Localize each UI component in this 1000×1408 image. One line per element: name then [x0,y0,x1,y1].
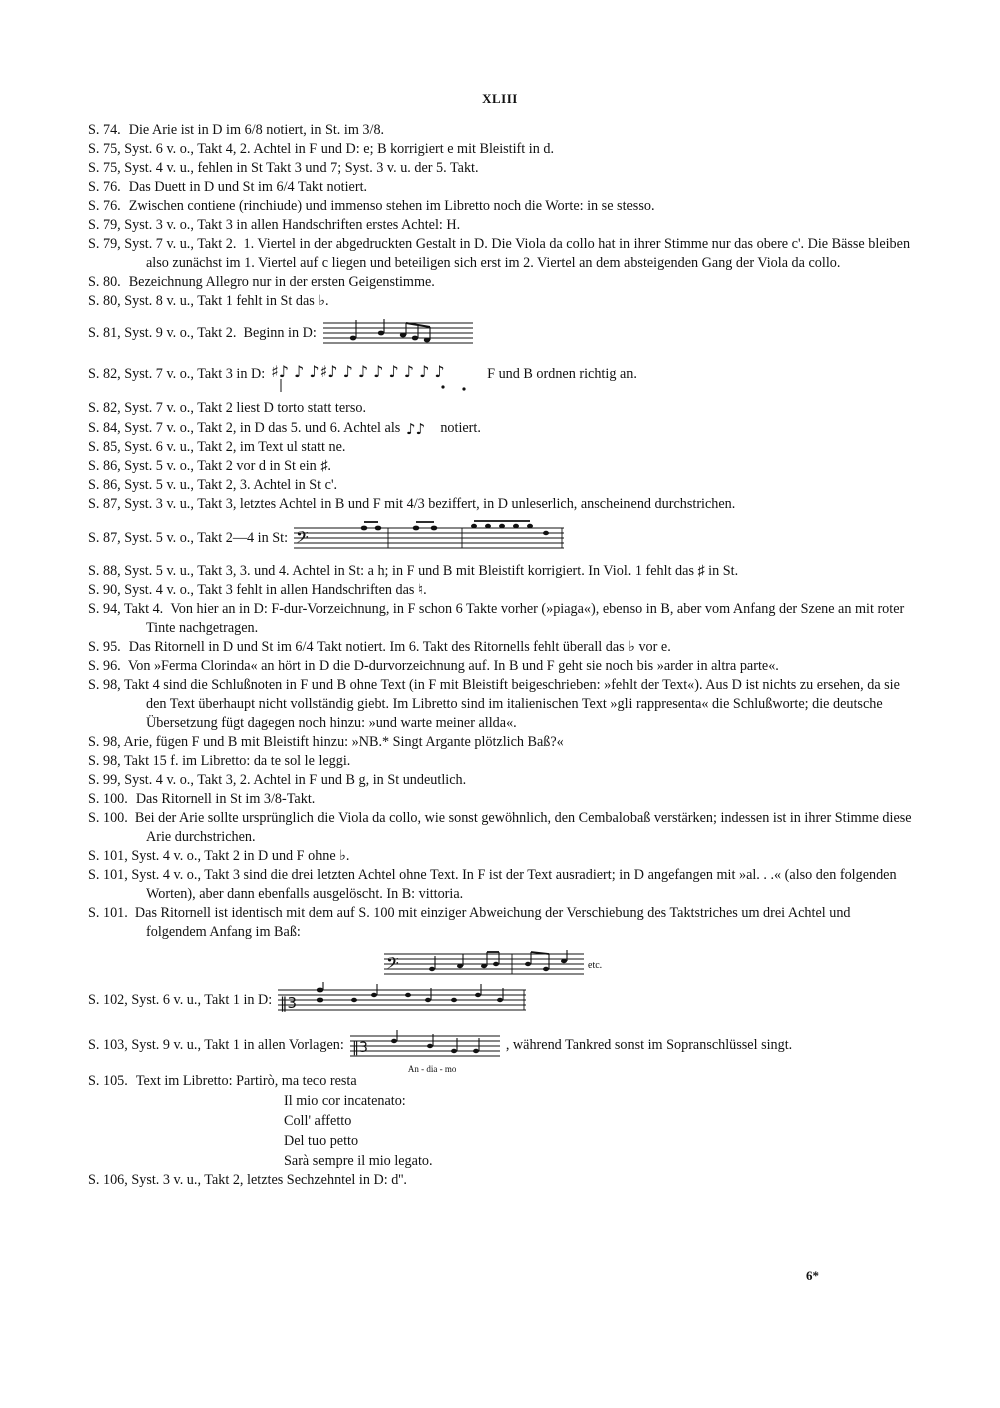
note-ref: S. 80. [88,274,121,290]
note-text: S. 79, Syst. 3 v. o., Takt 3 in allen Handschriften erstes Achtel: H. [88,217,461,233]
svg-text:♯♪ ♪ ♪♯♪ ♪ ♪ ♪ ♪ ♪ ♪ ♪: ♯♪ ♪ ♪♯♪ ♪ ♪ ♪ ♪ ♪ ♪ ♪ [271,362,445,381]
note-ref: S. 84, Syst. 7 v. o., Takt 2, in D das 5. und 6. Achtel als [88,419,401,436]
note-text: Die Arie ist in D im 6/8 notiert, in St. im 3/8. [128,122,385,138]
note-entry [88,809,912,847]
bass-staff-notation [384,948,584,982]
libretto-verse [284,1091,912,1171]
note-entry [88,140,912,159]
note-ref: S. 96. [88,658,121,674]
note-ref: S. 76. [88,198,121,214]
note-entry [88,178,912,197]
svg-text:♪♪: ♪♪ [406,420,426,438]
note-ref: S. 95. [88,639,121,655]
note-entry [88,790,912,809]
note-ref: S. 103, Syst. 9 v. u., Takt 1 in allen Vorlagen: [88,1036,344,1053]
note-entry [88,457,912,476]
note-ref: S. 79, Syst. 7 v. u., Takt 2. [88,236,237,252]
note-entry [88,438,912,457]
note-entry [88,638,912,657]
note-entry [88,292,912,311]
note-entry [88,733,912,752]
note-entry [88,904,912,942]
note-entry [88,235,912,273]
note-text: S. 99, Syst. 4 v. o., Takt 3, 2. Achtel in F und B g, in St undeutlich. [88,772,467,788]
note-text: Bei der Arie sollte ursprünglich die Viola da collo, wie sonst gewöhnlich, den Cembalobaß verstärken; indessen ist in ihrer Stimme diese Arie durchstrichen. [134,810,912,845]
svg-text:𝄢: 𝄢 [386,953,399,977]
note-ref: S. 98, Takt 4 [88,677,160,693]
note-text: , während Tankred sonst im Sopranschlüssel singt. [505,1036,793,1053]
music-example-102 [278,982,526,1018]
note-entry [88,121,912,140]
note-entry [88,476,912,495]
libretto-line: Il mio cor incatenato: [284,1093,406,1109]
note-entry [88,676,912,733]
music-lyrics: An - dia - mo [407,1064,457,1074]
note-text: sind die drei letzten Achtel ohne Text. In F ist der Text ausradiert; in D angefangen mit »al. . .« (also den folgenden Worten), aber dann ebenfalls ausgelöscht. In B: vittoria. [146,867,897,902]
note-entry [88,657,912,676]
note-ref: S. 94, Takt 4. [88,601,164,617]
note-text: S. 75, Syst. 4 v. u., fehlen in St Takt 3 und 7; Syst. 3 v. u. der 5. Takt. [88,160,479,176]
libretto-line: Sarà sempre il mio legato. [284,1153,433,1169]
note-ref: S. 81, Syst. 9 v. o., Takt 2. [88,324,237,341]
music-example-87 [294,520,564,556]
staff-notation [350,1030,500,1060]
note-entry [88,197,912,216]
note-ref: S. 102, Syst. 6 v. u., Takt 1 in D: [88,991,273,1008]
note-text: F und B ordnen richtig an. [487,365,637,382]
note-ref: S. 82, Syst. 7 v. o., Takt 3 in D: [88,365,266,382]
note-ref: S. 101, Syst. 4 v. o., Takt 3 [88,867,240,883]
note-text: Bezeichnung Allegro nur in der ersten Geigenstimme. [128,274,435,290]
note-ref: S. 100. [88,810,128,826]
note-text: Von »Ferma Clorinda« an hört in D die D-durvorzeichnung auf. In B und F geht sie noch bis »arder in altra parte«. [127,658,779,674]
svg-text:‖3: ‖3 [351,1040,368,1056]
note-entry [88,600,912,638]
note-text: S. 75, Syst. 6 v. o., Takt 4, 2. Achtel in F und D: e; B korrigiert e mit Bleistift in d. [88,141,554,157]
note-text: Beginn in D: [243,324,317,341]
note-entry [88,355,912,393]
music-example-103 [350,1030,500,1074]
note-entry [88,1030,912,1074]
note-text: Text im Libretto: Partirò, ma teco resta [135,1073,357,1089]
note-text: S. 86, Syst. 5 v. u., Takt 2, 3. Achtel in St c'. [88,477,338,493]
music-example-81 [323,317,473,349]
note-text: S. 90, Syst. 4 v. o., Takt 3 fehlt in allen Handschriften das ♮. [88,582,427,598]
note-entry [88,847,912,866]
note-ref: S. 101. [88,905,128,921]
dotted-note-figure [406,418,434,438]
note-text: Das Duett in D und St im 6/4 Takt notiert. [128,179,368,195]
staff-notation [278,982,526,1018]
note-text: S. 87, Syst. 3 v. u., Takt 3, letztes Achtel in B und F mit 4/3 beziffert, in D unleserlich, anscheinend durchstrichen. [88,496,736,512]
svg-text:‖3: ‖3 [280,994,298,1012]
note-ref: S. 105. [88,1073,128,1089]
note-text: sind die Schlußnoten in F und B ohne Text (in F mit Bleistift beigeschrieben: »fehlt der Text«). Aus D ist nichts zu ersehen, da sie den Text überhaupt nicht vollständig giebt. Im Libretto sind im italienischen Text »gli rappresenta« die Schlußworte; die deutsche Übersetzung fügt dagegen noch hinzu: »und warte meiner allda«. [146,677,900,731]
note-text: Das Ritornell in St im 3/8-Takt. [135,791,316,807]
note-text: S. 106, Syst. 3 v. u., Takt 2, letztes Sechzehntel in D: d''. [88,1172,407,1188]
note-ref: S. 74. [88,122,121,138]
note-entry [88,562,912,581]
note-text: S. 80, Syst. 8 v. u., Takt 1 fehlt in St das ♭. [88,293,329,309]
note-text: S. 82, Syst. 7 v. o., Takt 2 liest D torto statt terso. [88,400,367,416]
note-text: S. 98, Takt 15 f. im Libretto: da te sol le leggi. [88,753,351,769]
note-entry [88,418,912,438]
note-text: Das Ritornell in D und St im 6/4 Takt notiert. Im 6. Takt des Ritornells fehlt überall das ♭ vor e. [128,639,671,655]
bass-staff-notation [294,520,564,556]
note-ref: S. 100. [88,791,128,807]
note-text: S. 86, Syst. 5 v. o., Takt 2 vor d in St ein ♯. [88,458,331,474]
note-text: notiert. [440,419,481,436]
note-entry [88,752,912,771]
note-text: Von hier an in D: F-dur-Vorzeichnung, in F schon 6 Takte vorher (»piaga«), ebenso in B, aber vom Anfang der Szene an mit roter Tinte nachgetragen. [146,601,905,636]
note-entry [88,982,912,1018]
libretto-line: Del tuo petto [284,1133,359,1149]
note-text: S. 101, Syst. 4 v. o., Takt 2 in D und F ohne ♭. [88,848,350,864]
note-entry [88,1171,912,1190]
note-text: Zwischen contiene (rinchiude) und immenso stehen im Libretto noch die Worte: in se stesso. [128,198,655,214]
note-entry [88,495,912,514]
note-entry [88,317,912,349]
note-text: S. 85, Syst. 6 v. u., Takt 2, im Text ul statt ne. [88,439,346,455]
note-ref: S. 76. [88,179,121,195]
note-entry [88,866,912,904]
sheet-signature: 6* [806,1268,819,1283]
note-entry [88,771,912,790]
music-example-82 [271,355,481,393]
note-entry [88,216,912,235]
libretto-line: Coll' affetto [284,1113,352,1129]
note-entry [88,520,912,556]
note-entry [88,1072,912,1091]
note-entry [88,273,912,292]
note-entry [88,159,912,178]
page-number: XLIII [482,91,518,106]
note-text: 1. Viertel in der abgedruckten Gestalt in D. Die Viola da collo hat in ihrer Stimme nur das obere c'. Die Bässe bleiben also zunächst im 1. Viertel auf c liegen und beteiligen sich erst im 2. Viertel an dem absteigenden Gang der Viola da collo. [146,236,911,271]
note-text: S. 88, Syst. 5 v. u., Takt 3, 3. und 4. Achtel in St: a h; in F und B mit Bleistift korrigiert. In Viol. 1 fehlt das ♯ in St. [88,563,739,579]
rhythm-icon [406,418,434,438]
note-sequence [271,355,481,393]
etc-label: etc. [588,959,603,971]
music-example-101 [384,948,912,982]
staff-notation [323,317,473,349]
note-text: S. 98, Arie, fügen F und B mit Bleistift hinzu: »NB.* Singt Argante plötzlich Baß?« [88,734,564,750]
note-text: Das Ritornell ist identisch mit dem auf S. 100 mit einziger Abweichung der Verschiebung des Taktstriches um drei Achtel und folgendem Anfang im Baß: [134,905,851,940]
note-entry [88,399,912,418]
critical-notes [88,121,912,1190]
note-entry [88,581,912,600]
note-ref: S. 87, Syst. 5 v. o., Takt 2—4 in St: [88,529,289,546]
svg-text:𝄢: 𝄢 [296,527,309,551]
